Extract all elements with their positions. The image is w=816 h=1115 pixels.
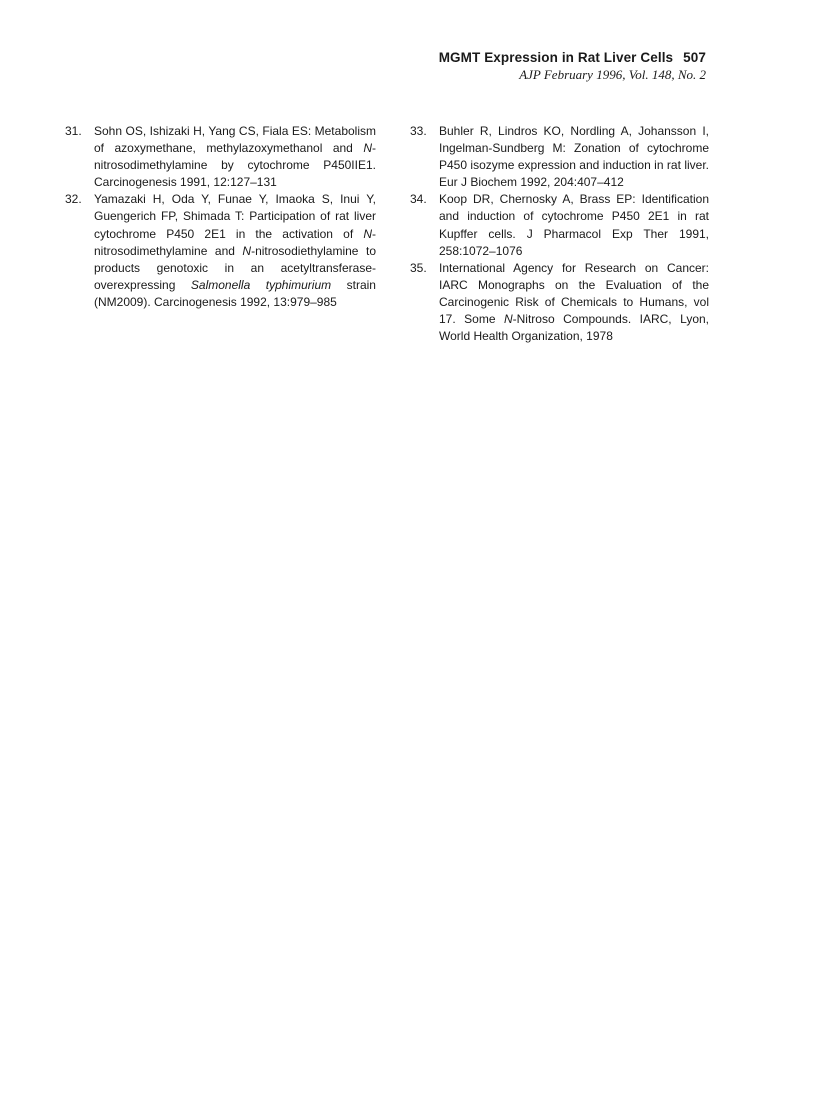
- journal-citation-line: AJP February 1996, Vol. 148, No. 2: [519, 67, 706, 82]
- reference-number: 33.: [410, 124, 427, 138]
- reference-item: [64, 191, 376, 311]
- reference-text: [439, 191, 709, 259]
- reference-text-italic: Salmonella typhimurium: [190, 277, 332, 292]
- reference-number: 34.: [410, 192, 427, 207]
- reference-text-segment: Yamazaki H, Oda Y, Funae Y, Imaoka S, Inui Y, Guengerich FP, Shimada T: Participation of rat liver cytochrome P450 2E1 in the activation of: [94, 192, 376, 241]
- running-title: MGMT Expression in Rat Liver Cells: [438, 50, 674, 65]
- reference-text-segment: strain (NM2009). Carcinogenesis 1992, 13:979–985: [94, 277, 376, 309]
- reference-item: [409, 191, 709, 259]
- reference-text-segment: -nitrosodiethylamine to products genotoxic in an acetyltransferase-overexpressing: [94, 243, 376, 292]
- page-number: 507: [683, 50, 706, 65]
- reference-text-segment: International Agency for Research on Cancer: IARC Monographs on the Evaluation of the Carcinogenic Risk of Chemicals to Humans, vol 17. Some: [439, 260, 709, 327]
- running-head: [439, 49, 706, 66]
- page-header: [439, 49, 706, 83]
- reference-text-segment: -Nitroso Compounds. IARC, Lyon, World Health Organization, 1978: [439, 312, 709, 344]
- reference-number: 32.: [65, 192, 82, 207]
- references-column-right: [409, 123, 709, 345]
- reference-text-segment: Koop DR, Chernosky A, Brass EP: Identification and induction of cytochrome P450 2E1 in rat Kupffer cells. J Pharmacol Exp Ther 1991, 258:1072–1076: [439, 192, 709, 258]
- reference-text-italic: N: [363, 141, 372, 156]
- reference-text: [439, 123, 709, 191]
- reference-text: [94, 123, 376, 191]
- reference-text-italic: N: [242, 243, 252, 258]
- reference-item: [409, 123, 709, 191]
- reference-item: [409, 260, 709, 345]
- reference-text-italic: N: [503, 312, 513, 327]
- reference-number: 31.: [65, 124, 82, 138]
- reference-number: 35.: [410, 260, 427, 275]
- reference-text-segment: Sohn OS, Ishizaki H, Yang CS, Fiala ES: Metabolism of azoxymethane, methylazoxymethanol and: [94, 124, 376, 156]
- reference-text-italic: N: [363, 226, 372, 241]
- reference-text: [439, 260, 709, 345]
- reference-item: [64, 123, 376, 191]
- reference-text-segment: -nitrosodimethylamine by cytochrome P450IIE1. Carcinogenesis 1991, 12:127–131: [94, 141, 376, 190]
- reference-text: [94, 191, 376, 311]
- references-column-left: [64, 123, 376, 311]
- reference-text-segment: -nitrosodimethylamine and: [94, 226, 376, 258]
- reference-text-segment: Buhler R, Lindros KO, Nordling A, Johansson I, Ingelman-Sundberg M: Zonation of cytochrome P450 isozyme expression and induction in rat liver. Eur J Biochem 1992, 204:407–412: [439, 124, 709, 190]
